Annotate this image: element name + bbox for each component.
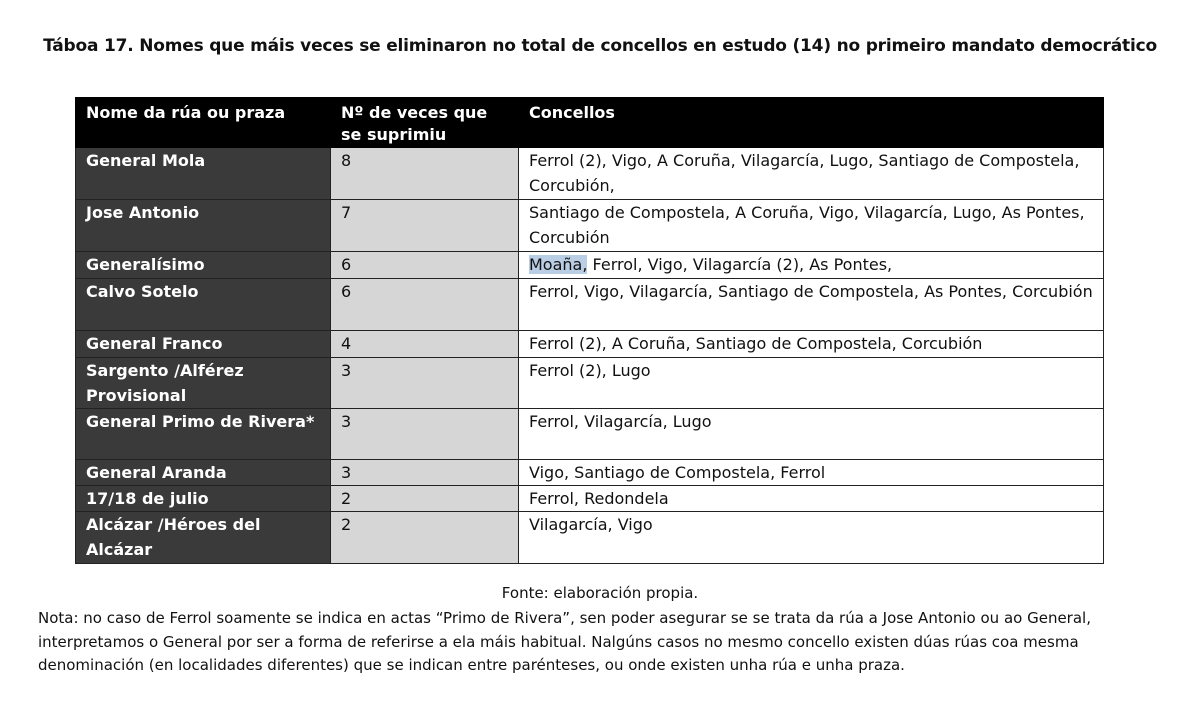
column-header-name: Nome da rúa ou praza	[76, 98, 331, 148]
count-cell: 3	[331, 409, 519, 460]
table-row	[76, 358, 1104, 409]
table-row	[76, 252, 1104, 279]
count-cell: 6	[331, 252, 519, 279]
towns-cell[interactable]	[519, 252, 1104, 279]
street-name-cell: 17/18 de julio	[76, 486, 331, 512]
street-name-cell: General Franco	[76, 331, 331, 358]
table-row	[76, 331, 1104, 358]
text-selection-highlight[interactable]: Moaña,	[529, 255, 588, 274]
source-line: Fonte: elaboración propia.	[501, 584, 699, 602]
table-row	[76, 148, 1104, 200]
street-name-cell: Calvo Sotelo	[76, 279, 331, 331]
towns-cell[interactable]: Ferrol (2), Lugo	[519, 358, 1104, 409]
towns-cell[interactable]: Vigo, Santiago de Compostela, Ferrol	[519, 460, 1104, 486]
count-cell: 3	[331, 460, 519, 486]
table-row	[76, 512, 1104, 564]
streets-table	[75, 97, 1104, 564]
street-name-cell: Generalísimo	[76, 252, 331, 279]
towns-cell[interactable]: Vilagarcía, Vigo	[519, 512, 1104, 564]
table-row	[76, 200, 1104, 252]
towns-cell[interactable]: Ferrol (2), A Coruña, Santiago de Compostela, Corcubión	[519, 331, 1104, 358]
street-name-cell: General Primo de Rivera*	[76, 409, 331, 460]
table-caption: Táboa 17. Nomes que máis veces se eliminaron no total de concellos en estudo (14) no primeiro mandato democrático	[43, 36, 1157, 56]
column-header-count: Nº de veces que se suprimiu	[331, 98, 519, 148]
count-cell: 7	[331, 200, 519, 252]
count-cell: 2	[331, 512, 519, 564]
count-cell: 8	[331, 148, 519, 200]
street-name-cell: General Mola	[76, 148, 331, 200]
table-row	[76, 460, 1104, 486]
street-name-cell: Jose Antonio	[76, 200, 331, 252]
towns-cell[interactable]: Ferrol, Vigo, Vilagarcía, Santiago de Compostela, As Pontes, Corcubión	[519, 279, 1104, 331]
count-cell: 6	[331, 279, 519, 331]
table-row	[76, 486, 1104, 512]
towns-cell-text: Ferrol, Vigo, Vilagarcía (2), As Pontes,	[587, 255, 893, 274]
towns-cell[interactable]: Santiago de Compostela, A Coruña, Vigo, Vilagarcía, Lugo, As Pontes, Corcubión	[519, 200, 1104, 252]
column-header-towns: Concellos	[519, 98, 1104, 148]
street-name-cell: Sargento /Alférez Provisional	[76, 358, 331, 409]
table-row	[76, 279, 1104, 331]
towns-cell[interactable]: Ferrol, Vilagarcía, Lugo	[519, 409, 1104, 460]
footnote: Nota: no caso de Ferrol soamente se indica en actas “Primo de Rivera”, sen poder asegurar se se trata da rúa a Jose Antonio ou ao General, interpretamos o General por ser a forma de referirse a ela máis habitual. Nalgúns casos no mesmo concello existen dúas rúas coa mesma denominación (en localidades diferentes) que se indican entre parénteses, ou onde existen unha rúa e unha praza.	[38, 609, 1091, 674]
towns-cell[interactable]: Ferrol, Redondela	[519, 486, 1104, 512]
table-row	[76, 409, 1104, 460]
count-cell: 4	[331, 331, 519, 358]
towns-cell[interactable]: Ferrol (2), Vigo, A Coruña, Vilagarcía, Lugo, Santiago de Compostela, Corcubión,	[519, 148, 1104, 200]
count-cell: 3	[331, 358, 519, 409]
table-header-row	[76, 98, 1104, 148]
street-name-cell: General Aranda	[76, 460, 331, 486]
street-name-cell: Alcázar /Héroes del Alcázar	[76, 512, 331, 564]
count-cell: 2	[331, 486, 519, 512]
